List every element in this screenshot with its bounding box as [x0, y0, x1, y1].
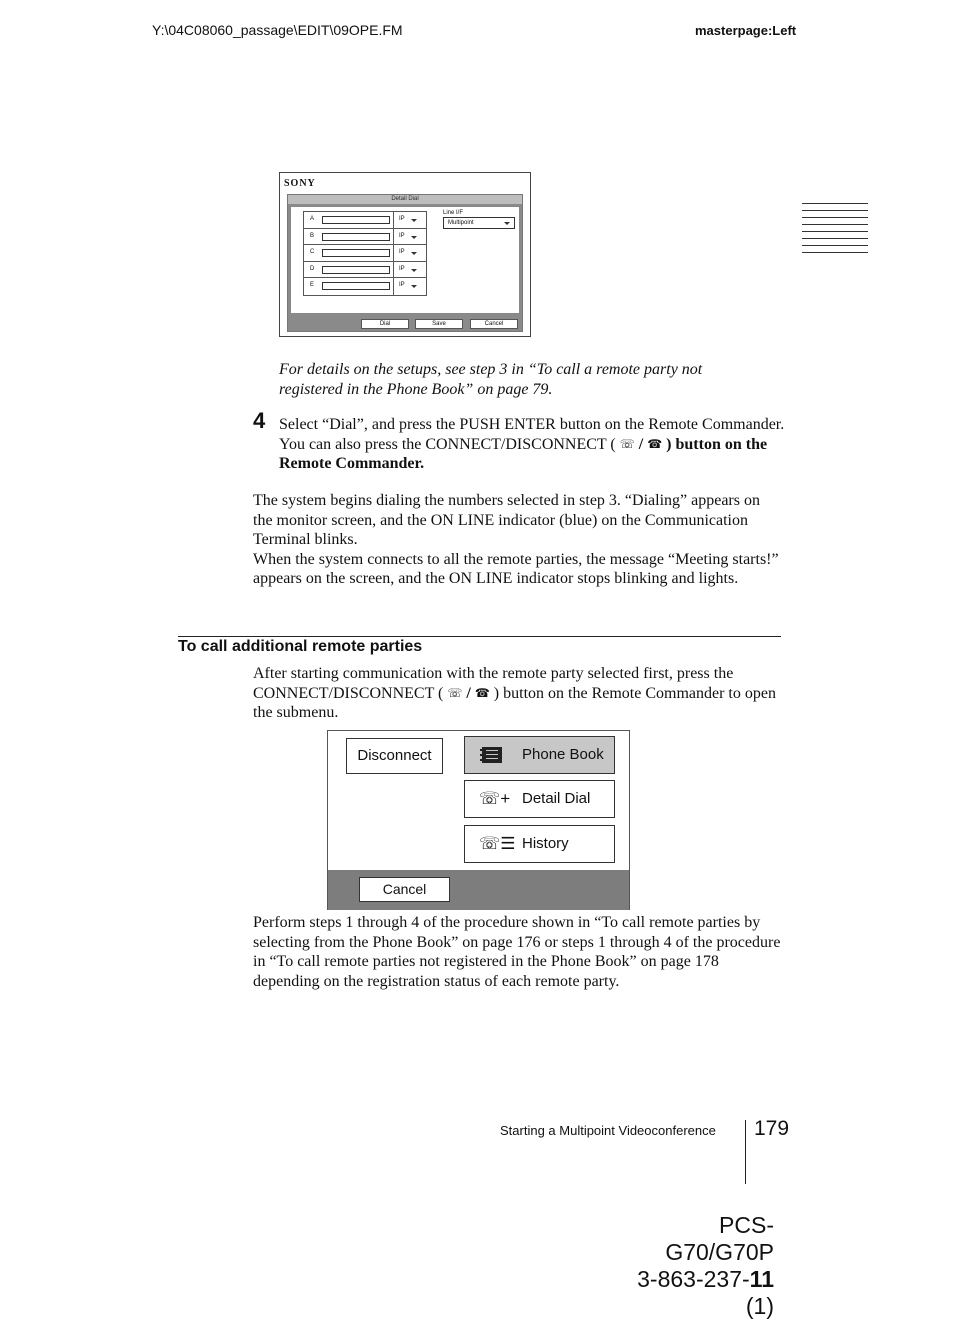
disconnect-phone-icon: ☎ [474, 685, 490, 700]
dial-row-d [304, 262, 426, 279]
perform-steps-paragraph: Perform steps 1 through 4 of the procedure shown in “To call remote parties by selecting from the Phone Book” on page 176 or steps 1 through 4 of the procedure in “To call remote parties not registered in the Phone Book” on page 178 depending on the registration status of each remote party. [253, 914, 781, 990]
panel-inner [290, 206, 520, 314]
model-number [614, 1212, 774, 1320]
history-button[interactable] [464, 825, 615, 863]
step-text-b: ) button on the Remote Commander. [279, 435, 768, 473]
section-tab [802, 203, 868, 259]
step-text [279, 415, 789, 474]
footer-divider [745, 1120, 746, 1184]
number-field[interactable] [322, 233, 390, 241]
line-if-select[interactable] [443, 217, 515, 229]
dropdown-arrow-icon [411, 269, 417, 272]
history-label: History [522, 835, 569, 852]
detail-dial-button[interactable] [464, 780, 615, 818]
history-icon: ☏☰ [479, 834, 516, 853]
detail-dial-label: Detail Dial [522, 790, 591, 807]
detail-dial-icon: ☏+ [479, 789, 511, 808]
row-label: D [310, 265, 315, 272]
number-field[interactable] [322, 282, 390, 290]
dialing-paragraph [253, 491, 783, 589]
dropdown-arrow-icon [411, 219, 417, 222]
submenu-paragraph [253, 664, 783, 723]
sony-logo: SONY [284, 178, 316, 189]
type-select[interactable]: IP [399, 232, 405, 239]
dial-row-a [304, 212, 426, 229]
footer-section-title: Starting a Multipoint Videoconference [500, 1123, 716, 1138]
slash: / [638, 435, 644, 453]
line-if-label: Line I/F [443, 210, 464, 216]
line-if-value: Multipoint [448, 220, 474, 226]
meeting-starts-text: When the system connects to all the remote parties, the message “Meeting starts!” appears on the screen, and the ON LINE indicator stops blinking and lights. [253, 550, 779, 588]
cancel-button[interactable]: Cancel [470, 319, 518, 329]
type-select[interactable]: IP [399, 265, 405, 272]
model-line-1: PCS-G70/G70P [665, 1212, 774, 1265]
disconnect-button[interactable]: Disconnect [346, 738, 443, 774]
phone-book-label: Phone Book [522, 746, 604, 763]
number-field[interactable] [322, 249, 390, 257]
dropdown-arrow-icon [411, 252, 417, 255]
step-text-a: Select “Dial”, and press the PUSH ENTER button on the Remote Commander. You can also press the CONNECT/DISCONNECT ( [279, 416, 785, 453]
dial-row-b [304, 229, 426, 246]
row-label: A [310, 216, 315, 222]
row-label: E [310, 282, 315, 289]
submenu-screenshot [327, 730, 630, 910]
masterpage-label: masterpage:Left [695, 23, 797, 38]
model-line-2: 3-863-237-11 (1) [637, 1266, 774, 1319]
type-select[interactable]: IP [399, 216, 405, 222]
dropdown-arrow-icon [504, 222, 510, 225]
phone-book-button[interactable] [464, 736, 615, 774]
dropdown-arrow-icon [411, 285, 417, 288]
number-field[interactable] [322, 266, 390, 274]
row-label: B [310, 232, 315, 239]
section-rule [178, 636, 781, 637]
dropdown-arrow-icon [411, 236, 417, 239]
number-field[interactable] [322, 216, 390, 224]
page-number: 179 [754, 1117, 790, 1140]
submenu-text-b: ) button on the Remote Commander to open the submenu. [253, 684, 776, 722]
phone-book-icon [479, 745, 505, 765]
type-select[interactable]: IP [399, 249, 405, 256]
connect-phone-icon: ☏ [447, 685, 463, 700]
dialing-text: The system begins dialing the numbers selected in step 3. “Dialing” appears on the monitor screen, and the ON LINE indicator (blue) on the Communication Terminal blinks. [253, 492, 760, 549]
save-button[interactable]: Save [415, 319, 463, 329]
panel-title: Detail Dial [288, 195, 522, 204]
dial-button[interactable]: Dial [361, 319, 409, 329]
setup-note: For details on the setups, see step 3 in “To call a remote party not registered in the Phone Book” on page 79. [279, 361, 703, 398]
connect-phone-icon: ☏ [619, 436, 635, 451]
section-heading: To call additional remote parties [178, 638, 423, 655]
dial-rows [303, 211, 427, 296]
slash: / [466, 684, 471, 702]
dial-row-c [304, 245, 426, 262]
disconnect-phone-icon: ☎ [647, 436, 663, 451]
file-path: Y:\04C08060_passage\EDIT\09OPE.FM [152, 22, 403, 38]
submenu-text-a: After starting communication with the remote party selected first, press the CONNECT/DISCONNECT ( [253, 665, 734, 702]
type-select[interactable]: IP [399, 282, 405, 289]
step-number: 4 [253, 408, 266, 433]
row-label: C [310, 249, 315, 256]
detail-dial-panel [287, 194, 523, 332]
detail-dial-screenshot [279, 172, 531, 337]
dial-row-e [304, 278, 426, 295]
cancel-button[interactable]: Cancel [359, 877, 450, 902]
